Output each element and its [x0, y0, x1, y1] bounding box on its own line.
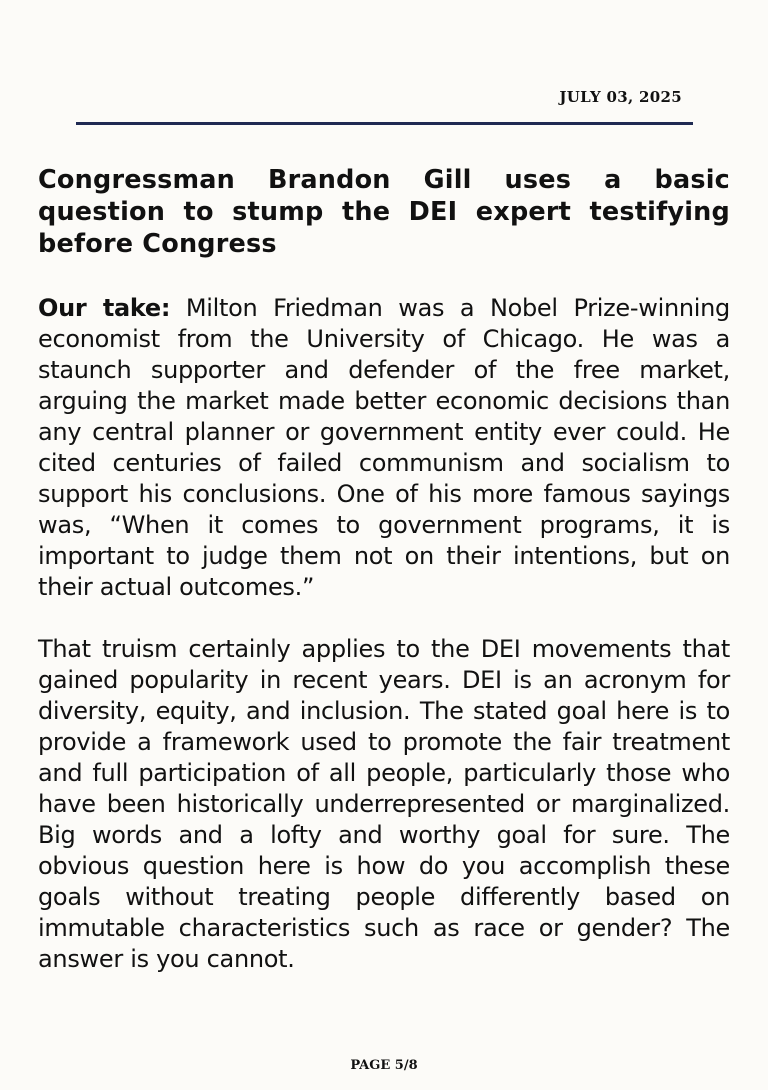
paragraph-dei: That truism certainly applies to the DEI movements that gained popularity in recent years. DEI is an acronym for diversity, equity, and inclusion. The stated goal here is to provide a framework used to promote the fair treatment and full participation of all people, particularly those who have been historically underrepresented or marginalized. Big words and a lofty and worthy goal for sure. The obvious question here is how do you accomplish these goals without treating people differently based on immutable characteristics such as race or gender? The answer is you cannot.: [38, 635, 730, 973]
article-date: JULY 03, 2025: [559, 88, 682, 106]
paragraph-our-take-text: Milton Friedman was a Nobel Prize-winning economist from the University of Chicago. He was a staunch supporter and defender of the free market, arguing the market made better economic decisions than any central planner or government entity ever could. He cited centuries of failed communism and socialism to support his conclusions. One of his more famous sayings was, “When it comes to government programs, it is important to judge them not on their intentions, but on their actual outcomes.”: [38, 294, 730, 601]
header-divider: [76, 122, 693, 125]
page-number: PAGE 5/8: [350, 1058, 418, 1073]
article-body: [38, 164, 730, 975]
paragraph-our-take: [38, 293, 730, 603]
our-take-label: Our take:: [38, 294, 171, 322]
article-headline: Congressman Brandon Gill uses a basic question to stump the DEI expert testifying before Congress: [38, 165, 730, 259]
